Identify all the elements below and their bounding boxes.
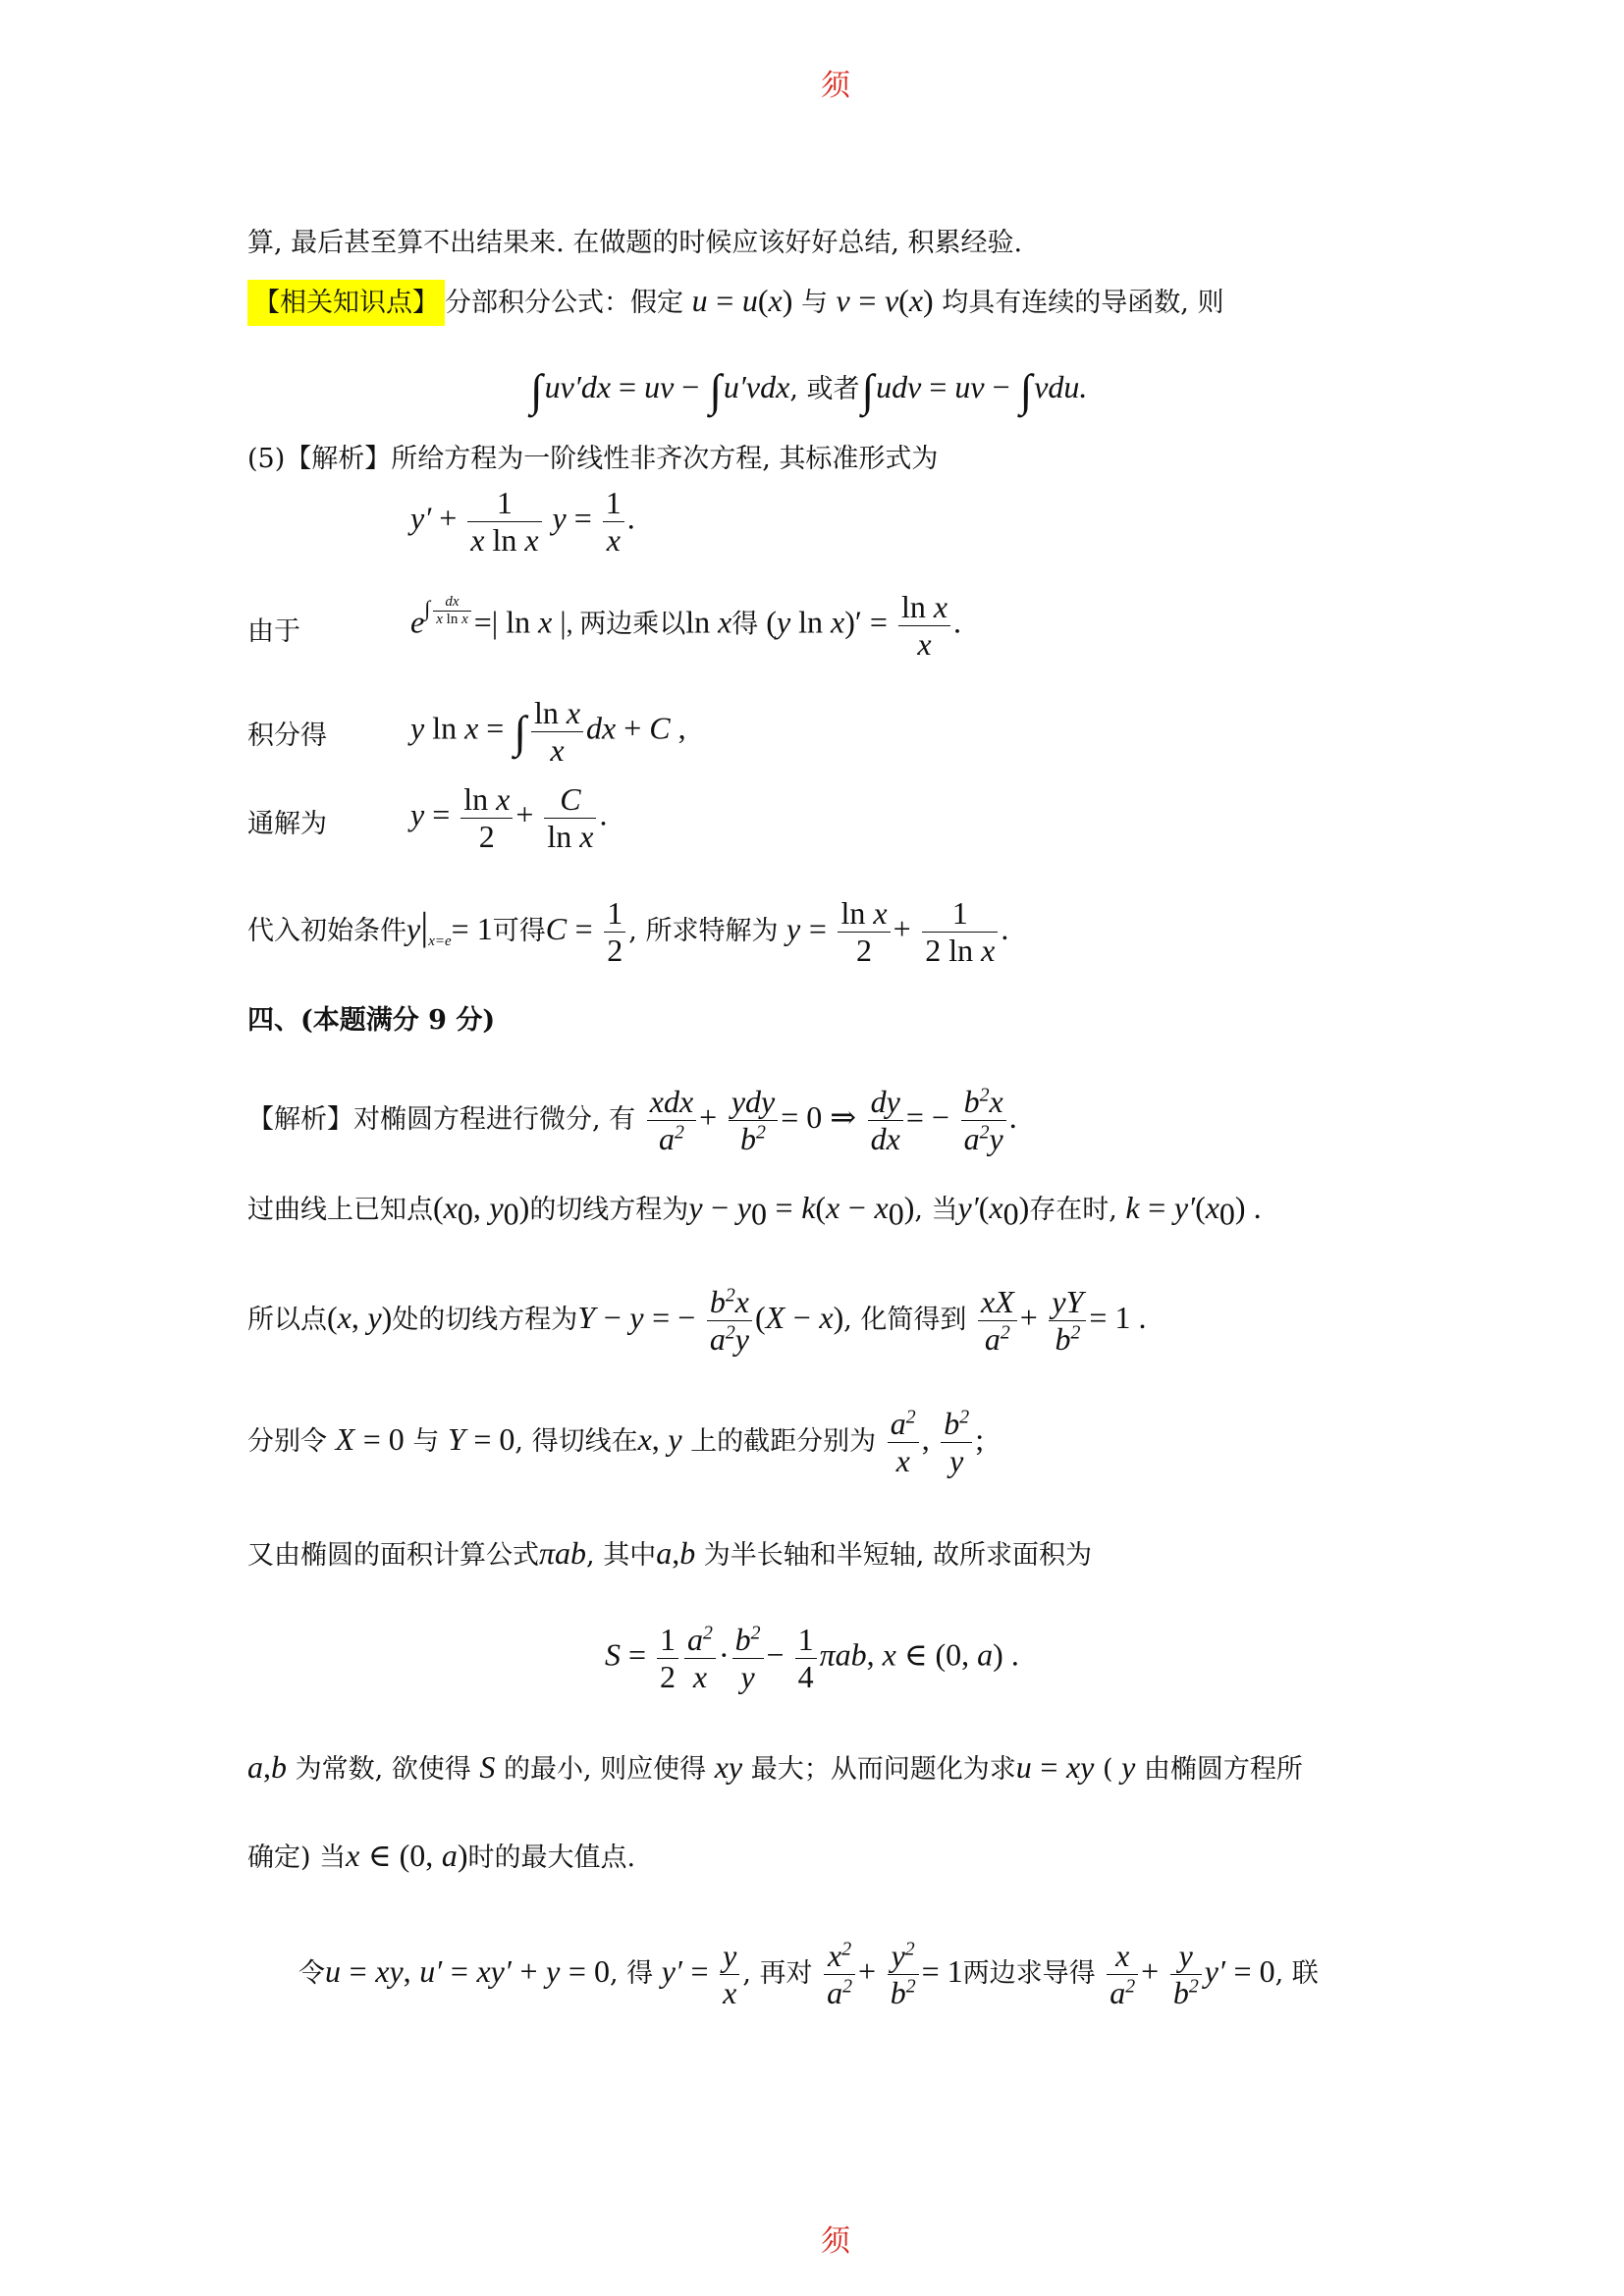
- general-label: 通解为: [247, 809, 327, 839]
- page-footer: 须: [821, 2224, 850, 2259]
- integrating-factor-eq: $e^{\int \frac{dx}{\text{x ln x}}}$ =| ln x |, 两边乘以ln x得 (y ln x)′ = $\frac{\text{ln x}}{x}$ .: [410, 589, 962, 662]
- since-label: 由于: [247, 616, 300, 647]
- knowledge-tag: 【相关知识点】: [247, 280, 445, 326]
- intro-paragraph: 算, 最后甚至算不出结果来. 在做题的时候应该好好总结, 积累经验.: [247, 228, 1023, 258]
- initial-condition-line: 代入初始条件$y|_{x=e}= 1$可得C = $\frac{1}{2}$ , 所求特解为 y = $\frac{\text{ln x}}{2}$ + $\frac{1}{\text{2 ln x}}$ .: [247, 895, 1009, 968]
- general-solution-eq: y = $\frac{\text{ln x}}{2}$ + $\frac{C}{\text{ln x}}$ .: [410, 781, 608, 854]
- page-header: 须: [821, 69, 850, 103]
- knowledge-text: 分部积分公式：假定: [445, 288, 683, 318]
- tangent-at-point-line: 所以点(x, y)处的切线方程为Y − y = − $\frac{b^2x}{a^2y}$ (X − x), 化简得到 $\frac{xX}{a^2}$ + $\frac{yY}{b^2}$ = 1 .: [247, 1284, 1147, 1357]
- question-4-title: 四、(本题满分 9 分): [247, 1005, 496, 1036]
- ellipse-area-line: 又由椭圆的面积计算公式πab, 其中a,b 为半长轴和半短轴, 故所求面积为: [247, 1535, 1092, 1571]
- standard-form-eq: y′ + $\frac{1}{\text{x ln x}}$ y = $\frac{1}{x}$ .: [410, 485, 635, 558]
- final-derivation-line: 令u = xy, u′ = xy′ + y = 0, 得 y′ = $\frac{y}{x}$ , 再对 $\frac{x^2}{a^2}$ + $\frac{y^2}{b^2}$ = 1两边求导得 $\frac{x}{a^2}$ + $\frac{y}{b^2}$ y′ = 0, 联: [298, 1938, 1319, 2010]
- section-5-intro: (5)【解析】所给方程为一阶线性非齐次方程, 其标准形式为: [247, 444, 939, 474]
- intercepts-line: 分别令 X = 0 与 Y = 0, 得切线在x, y 上的截距分别为 $\frac{a^2}{x}$ , $\frac{b^2}{y}$ ;: [247, 1406, 985, 1478]
- knowledge-line: 【相关知识点】 分部积分公式：假定 u = u(x) 与 v = v(x) 均具有连续的导函数, 则: [247, 283, 1223, 319]
- integrate-label: 积分得: [247, 721, 327, 751]
- integrate-eq: y ln x = ∫ $\frac{\text{ln x}}{x}$ dx + C ,: [410, 695, 686, 768]
- ellipse-differential-line: 【解析】对椭圆方程进行微分, 有 $\frac{\text{xdx}}{a^2}$ + $\frac{\text{ydy}}{b^2}$ = 0 ⇒ $\frac{dy}{dx}$ = − $\frac{b^2x}{a^2y}$ .: [247, 1084, 1017, 1156]
- integration-by-parts-formula: ∫uv′dx = uv − ∫u′vdx, 或者∫udv = uv − ∫vdu.: [530, 365, 1088, 415]
- constants-line: a,b 为常数, 欲使得 S 的最小, 则应使得 xy 最大；从而问题化为求u = xy ( y 由椭圆方程所: [247, 1749, 1303, 1785]
- tangent-line-general: 过曲线上已知点($x_0$, $y_0$)的切线方程为$y - y_0 = k(x - x_0)$, 当$y'(x_0)$存在时, $k = y'(x_0)$ .: [247, 1190, 1262, 1232]
- area-formula-eq: S = $\frac{1}{2}$ $\frac{a^2}{x}$ · $\frac{b^2}{y}$ − $\frac{1}{4}$ πab, x ∈ (0, a) .: [605, 1622, 1019, 1694]
- determined-line: 确定) 当x ∈ (0, a)时的最大值点.: [247, 1838, 636, 1873]
